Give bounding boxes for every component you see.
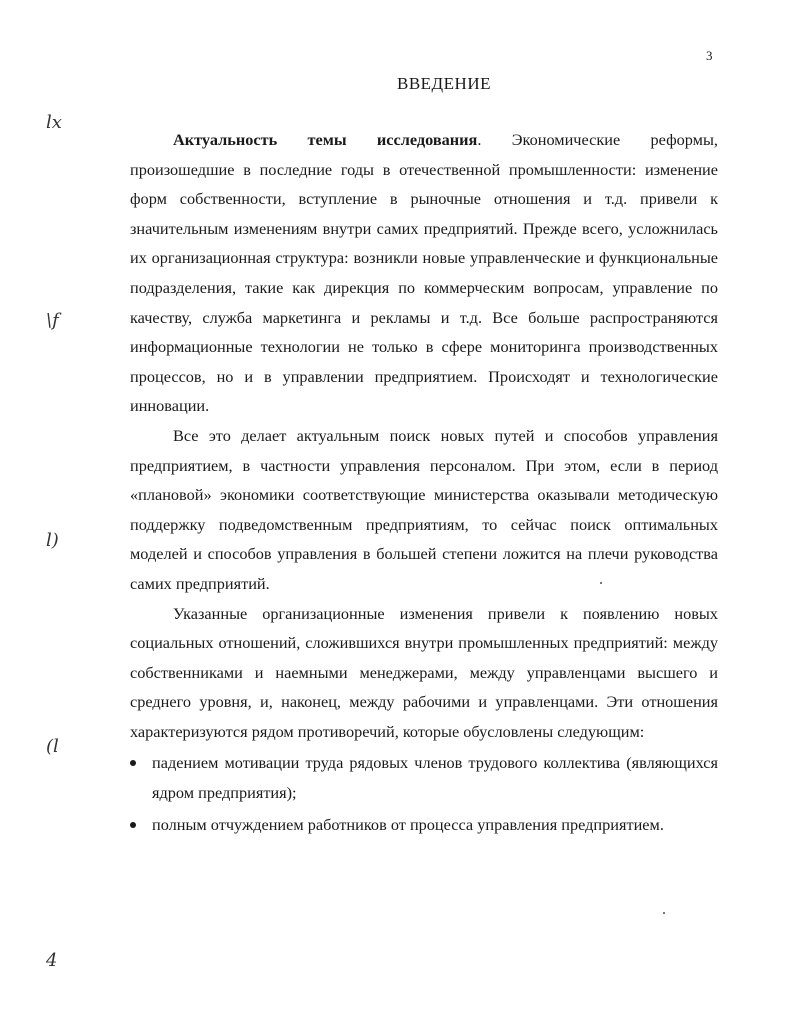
list-item-text: полным отчуждением работников от процесса управления предприятием. bbox=[152, 814, 664, 834]
paragraph-relations: Указанные организационные изменения привели к появлению новых социальных отношений, сложившихся внутри промышленных предприятий: между собственниками и наемными менеджерами, между управленцами высшего и среднего уровня, и, наконец, между рабочими и управленцами. Эти отношения характеризуются рядом противоречий, которые обусловлены следующим: bbox=[130, 603, 718, 741]
contradictions-list bbox=[130, 748, 718, 839]
list-item bbox=[130, 748, 718, 807]
page-number: 3 bbox=[706, 48, 713, 63]
paragraph-management: Все это делает актуальным поиск новых путей и способов управления предприятием, в частности управления персоналом. При этом, если в период «плановой» экономики соответствующие министерства оказывали методическую поддержку подведомственным предприятиям, то сейчас поиск оптимальных моделей и способов управления в большей степени ложится на плечи руководства самих предприятий. bbox=[130, 425, 718, 593]
bullet-icon bbox=[130, 760, 136, 766]
margin-mark: \f bbox=[46, 310, 59, 331]
paragraph-text: . Экономические реформы, произошедшие в последние годы в отечественной промышленности: изменение форм собственности, вступление в рыночные отношения и т.д. привели к значительным изменениям внутри самих предприятий. Прежде всего, усложнилась их организационная структура: возникли новые управленческие и функциональные подразделения, такие как дирекция по коммерческим вопросам, управление по качеству, служба маркетинга и рекламы и т.д. Все больше распространяются информационные технологии не только в сфере мониторинга производственных процессов, но и в управлении предприятием. Происходят и технологические инновации. bbox=[130, 130, 718, 416]
page-title: ВВЕДЕНИЕ bbox=[397, 74, 491, 93]
list-item bbox=[130, 810, 718, 840]
margin-mark: l) bbox=[46, 530, 59, 551]
scan-speck bbox=[663, 912, 665, 914]
paragraph-relevance bbox=[130, 125, 718, 421]
margin-mark: (l bbox=[46, 736, 59, 757]
margin-mark: lx bbox=[46, 112, 62, 133]
list-item-text: падением мотивации труда рядовых членов трудового коллектива (являющихся ядром предприятия); bbox=[152, 753, 718, 803]
paragraph-lead: Актуальность темы исследования bbox=[173, 130, 478, 149]
margin-mark: 4 bbox=[46, 950, 58, 971]
document-body bbox=[130, 125, 718, 841]
bullet-icon bbox=[130, 822, 136, 828]
